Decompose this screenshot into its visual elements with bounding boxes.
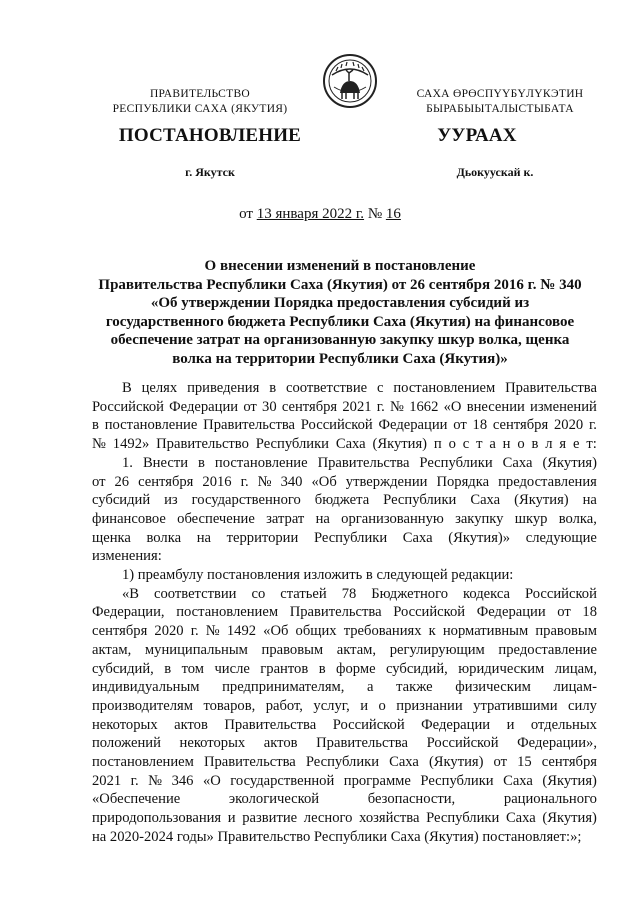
body-line: 1) преамбулу постановления изложить в следующей редакции: bbox=[122, 567, 514, 584]
body-line: В целях приведения в соответствие с постановлением Правительства bbox=[122, 380, 597, 396]
document-title bbox=[90, 257, 590, 368]
date-value: 13 января 2022 г. bbox=[256, 206, 365, 222]
document-number: 16 bbox=[385, 206, 401, 222]
left-org-line2: РЕСПУБЛИКИ САХА (ЯКУТИЯ) bbox=[112, 103, 288, 115]
left-org-line1: ПРАВИТЕЛЬСТВО bbox=[149, 88, 251, 100]
body-line: субсидий, в том числе грантов в форме субсидий, юридическим лицам, bbox=[92, 660, 597, 677]
title-line: Правительства Республики Саха (Якутия) от 26 сентября 2016 г. № 340 bbox=[98, 276, 582, 293]
body-line: в постановление Правительства Российской Федерации от 18 сентября 2020 г. bbox=[92, 417, 597, 434]
coat-of-arms-emblem-icon bbox=[322, 53, 378, 109]
right-org-line1: САХА ӨРӨСПҮҮБҮЛҮКЭТИН bbox=[416, 88, 584, 100]
title-line: обеспечение затрат на организованную закупку шкур волка, щенка bbox=[110, 332, 570, 348]
right-org-line2: БЫРАБЫЫТАЛЫСТЫБАТА bbox=[426, 103, 574, 115]
body-line: щенка волка на территории Республики Саха (Якутия)» следующие bbox=[92, 529, 597, 546]
number-sign: № bbox=[367, 206, 383, 222]
body-line: изменения: bbox=[92, 548, 162, 565]
title-line: волка на территории Республики Саха (Якутия)» bbox=[172, 350, 508, 367]
body-line: производителям товаров, работ, услуг, и о признании утратившими силу bbox=[92, 697, 597, 714]
body-line: на 2020-2024 годы» Правительство Республики Саха (Якутия) постановляет:»; bbox=[92, 828, 582, 845]
title-line: государственного бюджета Республики Саха (Якутия) на финансовое bbox=[105, 313, 575, 330]
right-org-header bbox=[390, 87, 610, 117]
body-line: положений некоторых актов Правительства Российской Федерации», bbox=[92, 735, 597, 752]
doc-type-yakut: УУРААХ bbox=[437, 125, 517, 146]
body-line: сентября 2020 г. № 1492 «Об общих требованиях к нормативным правовым bbox=[92, 623, 597, 640]
document-body bbox=[92, 379, 597, 847]
body-line: Российской Федерации от 30 сентября 2021 г. № 1662 «О внесении изменений bbox=[92, 398, 597, 415]
doc-type-russian: ПОСТАНОВЛЕНИЕ bbox=[118, 125, 302, 146]
body-line: природопользования и развитие лесного хозяйства Республики Саха (Якутия) bbox=[92, 810, 597, 827]
body-line: «Обеспечение экологической безопасности, рационального bbox=[92, 791, 597, 808]
left-org-header bbox=[95, 87, 305, 117]
body-line: 2021 г. № 346 «О государственной программе Республики Саха (Якутия) bbox=[92, 772, 597, 789]
body-line: от 26 сентября 2016 г. № 340 «Об утверждении Порядка предоставления bbox=[92, 473, 597, 490]
body-line: постановлением Правительства Республики Саха (Якутия) от 15 сентября bbox=[92, 754, 597, 771]
date-prefix: от bbox=[239, 206, 253, 222]
body-line: 1. Внести в постановление Правительства Республики Саха (Якутия) bbox=[122, 454, 597, 471]
city-yakut: Дьокуускай к. bbox=[456, 165, 534, 179]
body-line: актам, муниципальным правовым актам, регулирующим предоставление bbox=[92, 641, 597, 658]
body-line: № 1492» Правительство Республики Саха (Якутия) п о с т а н о в л я е т: bbox=[92, 436, 597, 453]
body-line: «В соответствии со статьей 78 Бюджетного кодекса Российской bbox=[122, 585, 597, 602]
city-russian: г. Якутск bbox=[185, 165, 235, 179]
body-line: субсидий из государственного бюджета Республики Саха (Якутия) на bbox=[92, 492, 597, 509]
date-line bbox=[0, 206, 640, 223]
title-line: «Об утверждении Порядка предоставления субсидий из bbox=[150, 295, 530, 311]
body-line: финансовое обеспечение затрат на организованную закупку шкур волка, bbox=[92, 510, 597, 527]
body-line: некоторых актов Правительства Российской Федерации и отдельных bbox=[92, 716, 597, 733]
body-line: индивидуальным предпринимателям, а также физическим лицам- bbox=[92, 679, 597, 696]
title-line: О внесении изменений в постановление bbox=[204, 258, 476, 274]
body-line: Федерации, постановлением Правительства Российской Федерации от 18 bbox=[92, 604, 597, 621]
